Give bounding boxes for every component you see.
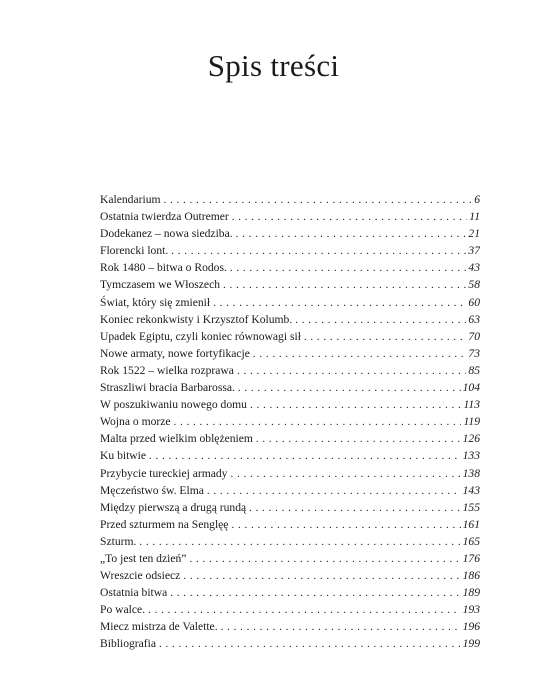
toc-entry	[100, 635, 480, 652]
toc-entry-title: Nowe armaty, nowe fortyfikacje	[100, 346, 250, 360]
toc-entry-title: Florencki lont.	[100, 244, 169, 258]
toc-entry-page-number: 113	[463, 398, 480, 412]
toc-entry-page-number: 133	[462, 449, 480, 463]
page-title: Spis treści	[207, 48, 340, 83]
dot-leader	[171, 243, 466, 259]
toc-entry-title: Tymczasem we Włoszech	[100, 278, 221, 292]
toc-entry	[100, 499, 480, 516]
dot-leader	[189, 551, 460, 567]
toc-entry	[100, 294, 480, 311]
toc-entry	[100, 379, 480, 396]
toc-entry-page-number: 43	[468, 261, 480, 275]
toc-entry-title: „To jest ten dzień”	[100, 551, 187, 565]
toc-entry	[100, 465, 480, 482]
toc-entry-title: Świat, który się zmienił	[100, 295, 211, 309]
toc-entry	[100, 396, 480, 413]
dot-leader	[174, 414, 462, 430]
table-of-contents	[100, 191, 480, 653]
toc-entry	[100, 225, 480, 242]
toc-entry-page-number: 165	[462, 534, 480, 548]
toc-entry-title: Koniec rekonkwisty i Krzysztof Kolumb.	[100, 312, 293, 326]
toc-entry	[100, 601, 480, 618]
dot-leader	[230, 260, 467, 276]
toc-entry-title: Kalendarium	[100, 193, 161, 206]
dot-leader	[223, 277, 466, 293]
dot-leader	[159, 636, 461, 652]
toc-entry-title: Ostatnia twierdza Outremer	[100, 210, 229, 224]
dot-leader	[250, 397, 462, 413]
toc-entry-page-number: 186	[462, 569, 480, 583]
toc-entry-title: Wreszcie odsiecz	[100, 569, 181, 583]
toc-entry	[100, 550, 480, 567]
toc-entry-page-number: 60	[468, 295, 480, 309]
toc-entry	[100, 259, 480, 276]
dot-leader	[253, 346, 467, 362]
toc-entry-page-number: 63	[468, 312, 480, 326]
dot-leader	[249, 500, 460, 516]
toc-entry-page-number: 196	[462, 620, 480, 634]
toc-entry	[100, 362, 480, 379]
dot-leader	[232, 209, 468, 225]
toc-entry-page-number: 85	[468, 363, 480, 377]
toc-entry-title: Ostatnia bitwa	[100, 586, 168, 600]
dot-leader	[183, 568, 460, 584]
toc-entry-page-number: 193	[462, 603, 480, 617]
dot-leader	[149, 448, 461, 464]
toc-entry-page-number: 126	[462, 432, 480, 446]
toc-entry	[100, 533, 480, 550]
toc-entry-page-number: 176	[462, 551, 480, 565]
toc-entry-page-number: 143	[462, 483, 480, 497]
toc-entry-title: Rok 1480 – bitwa o Rodos.	[100, 261, 227, 275]
toc-entry	[100, 482, 480, 499]
toc-entry	[100, 584, 480, 601]
toc-entry	[100, 345, 480, 362]
toc-entry-title: Przybycie tureckiej armady	[100, 466, 228, 480]
dot-leader	[221, 619, 461, 635]
toc-entry-title: Po walce.	[100, 603, 146, 617]
toc-entry-page-number: 138	[462, 466, 480, 480]
toc-entry-page-number: 6	[474, 193, 480, 206]
toc-entry-page-number: 161	[462, 517, 480, 531]
dot-leader	[256, 431, 461, 447]
toc-entry-page-number: 199	[462, 637, 480, 651]
toc-entry-page-number: 73	[468, 346, 480, 360]
dot-leader	[237, 363, 466, 379]
toc-entry-page-number: 21	[468, 227, 480, 241]
toc-entry	[100, 311, 480, 328]
toc-entry-title: Szturm.	[100, 534, 137, 548]
toc-entry-title: Miecz mistrza de Valette.	[100, 620, 218, 634]
dot-leader	[164, 192, 473, 208]
dot-leader	[236, 226, 467, 242]
toc-entry-title: Dodekanez – nowa siedziba.	[100, 227, 233, 241]
dot-leader	[213, 295, 466, 311]
toc-entry	[100, 208, 480, 225]
toc-entry-title: Upadek Egiptu, czyli koniec równowagi sił	[100, 329, 301, 343]
dot-leader	[238, 380, 461, 396]
toc-entry-title: W poszukiwaniu nowego domu	[100, 398, 247, 412]
dot-leader	[170, 585, 460, 601]
dot-leader	[231, 517, 460, 533]
toc-entry-page-number: 104	[462, 381, 480, 395]
toc-entry	[100, 447, 480, 464]
toc-entry-title: Malta przed wielkim oblężeniem	[100, 432, 253, 446]
toc-entry-page-number: 58	[468, 278, 480, 292]
dot-leader	[230, 466, 460, 482]
toc-entry	[100, 618, 480, 635]
toc-entry	[100, 413, 480, 430]
toc-entry	[100, 242, 480, 259]
toc-entry-title: Przed szturmem na Senglęę	[100, 517, 229, 531]
dot-leader	[295, 312, 466, 328]
toc-entry-page-number: 155	[462, 500, 480, 514]
toc-entry	[100, 276, 480, 293]
dot-leader	[139, 534, 460, 550]
toc-entry-title: Między pierwszą a drugą rundą	[100, 500, 247, 514]
toc-entry	[100, 567, 480, 584]
toc-entry-title: Bibliografia	[100, 637, 157, 651]
toc-entry-title: Męczeństwo św. Elma	[100, 483, 204, 497]
toc-entry-title: Ku bitwie	[100, 449, 147, 463]
dot-leader	[148, 602, 461, 618]
dot-leader	[207, 483, 461, 499]
toc-entry-title: Rok 1522 – wielka rozprawa	[100, 363, 234, 377]
toc-entry-page-number: 70	[468, 329, 480, 343]
dot-leader	[304, 329, 466, 345]
toc-entry-title: Straszliwi bracia Barbarossa.	[100, 381, 235, 395]
toc-entry-page-number: 189	[462, 586, 480, 600]
toc-entry	[100, 516, 480, 533]
toc-entry	[100, 328, 480, 345]
toc-entry	[100, 430, 480, 447]
toc-entry-page-number: 11	[469, 210, 480, 224]
toc-entry	[100, 191, 480, 208]
toc-entry-page-number: 37	[468, 244, 480, 258]
toc-entry-title: Wojna o morze	[100, 415, 171, 429]
toc-entry-page-number: 119	[463, 415, 480, 429]
